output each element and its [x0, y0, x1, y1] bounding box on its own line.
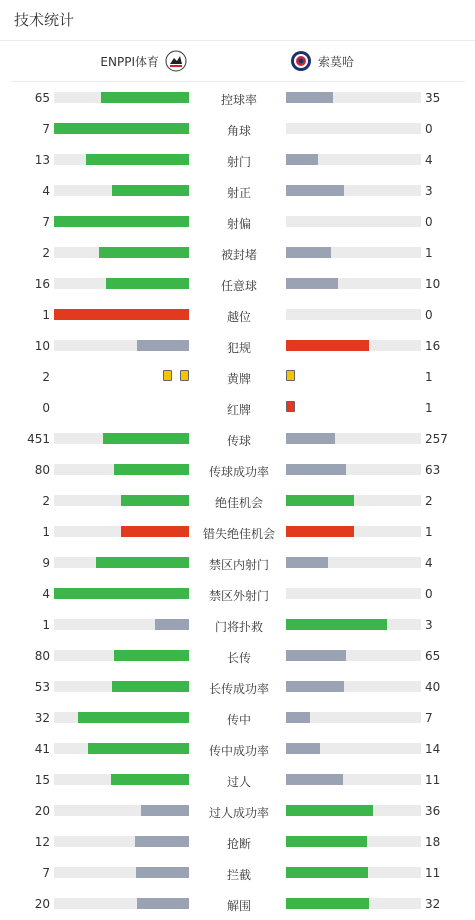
away-stat-bar — [286, 557, 421, 568]
home-stat-bar-fill — [103, 433, 189, 444]
away-stat-bar — [286, 526, 421, 537]
home-stat-bar — [54, 123, 189, 134]
home-stat-bar — [54, 247, 189, 258]
stat-row — [0, 83, 475, 114]
home-stat-bar — [54, 743, 189, 754]
away-stat-bar-fill — [286, 154, 318, 165]
home-stat-bar — [54, 650, 189, 661]
stat-row — [0, 796, 475, 827]
away-stat-bar-fill — [286, 774, 343, 785]
stat-row — [0, 331, 475, 362]
away-yellow-cards — [286, 370, 295, 382]
home-team-name: ENPPI体育 — [100, 54, 159, 69]
away-stat-bar-fill — [286, 495, 354, 506]
stat-name: 射门 — [226, 155, 251, 169]
home-stat-value: 2 — [42, 494, 50, 508]
away-stat-bar-fill — [286, 898, 369, 909]
home-stat-value: 451 — [27, 432, 50, 446]
away-stat-bar — [286, 495, 421, 506]
stat-name: 传中 — [226, 713, 251, 727]
away-stat-bar — [286, 123, 421, 134]
home-stat-bar — [54, 774, 189, 785]
home-stat-bar — [54, 526, 189, 537]
home-stat-value: 20 — [34, 804, 50, 818]
home-stat-value: 80 — [34, 463, 50, 477]
stat-row — [0, 765, 475, 796]
stat-name: 过人 — [226, 775, 251, 789]
home-stat-bar-fill — [112, 681, 189, 692]
stat-row — [0, 393, 475, 424]
away-stat-bar-fill — [286, 681, 344, 692]
home-stat-bar-fill — [101, 92, 189, 103]
away-stat-value: 32 — [425, 897, 441, 911]
away-stat-bar — [286, 743, 421, 754]
home-stat-bar-fill — [54, 123, 189, 134]
away-stat-value: 11 — [425, 866, 441, 880]
home-stat-bar-fill — [155, 619, 189, 630]
home-stat-bar-fill — [96, 557, 189, 568]
home-stat-bar-fill — [106, 278, 189, 289]
home-stat-bar-fill — [114, 650, 189, 661]
home-stat-bar — [54, 712, 189, 723]
away-stat-bar-fill — [286, 92, 333, 103]
home-stat-value: 53 — [34, 680, 50, 694]
away-team-name: 索莫哈 — [318, 54, 355, 69]
away-stat-bar — [286, 247, 421, 258]
stat-name: 射偏 — [226, 217, 251, 231]
stat-name: 犯规 — [226, 341, 251, 355]
away-stat-value: 7 — [425, 711, 433, 725]
stat-name: 射正 — [226, 186, 251, 200]
away-stat-value: 10 — [425, 277, 441, 291]
home-stat-value: 1 — [42, 308, 50, 322]
home-stat-bar-fill — [112, 185, 189, 196]
home-stat-value: 4 — [42, 587, 50, 601]
away-stat-bar-fill — [286, 712, 310, 723]
red-card-icon — [286, 401, 295, 412]
away-stat-bar — [286, 619, 421, 630]
stat-row — [0, 424, 475, 455]
away-stat-value: 1 — [425, 370, 433, 384]
home-stat-value: 32 — [34, 711, 50, 725]
stat-name: 拦截 — [226, 868, 251, 882]
stats-list — [0, 83, 475, 920]
away-stat-bar — [286, 92, 421, 103]
home-stat-bar-fill — [54, 216, 189, 227]
stat-name: 过人成功率 — [208, 806, 269, 820]
home-stat-value: 2 — [42, 246, 50, 260]
stat-name: 传中成功率 — [208, 744, 269, 758]
away-stat-value: 4 — [425, 153, 433, 167]
stat-name: 被封堵 — [220, 248, 257, 262]
stat-name: 错失绝佳机会 — [202, 527, 275, 541]
yellow-card-icon — [163, 370, 172, 381]
stat-row — [0, 300, 475, 331]
home-stat-bar-fill — [137, 340, 189, 351]
home-stat-bar — [54, 557, 189, 568]
home-stat-value: 15 — [34, 773, 50, 787]
home-stat-bar — [54, 588, 189, 599]
away-stat-bar-fill — [286, 805, 373, 816]
stat-row — [0, 672, 475, 703]
away-stat-bar-fill — [286, 743, 320, 754]
stat-name: 禁区外射门 — [208, 589, 269, 603]
stat-name: 禁区内射门 — [208, 558, 269, 572]
home-stat-bar — [54, 278, 189, 289]
home-stat-value: 80 — [34, 649, 50, 663]
stat-row — [0, 207, 475, 238]
stat-name: 控球率 — [220, 93, 257, 107]
away-stat-value: 35 — [425, 91, 441, 105]
stat-name: 解围 — [226, 899, 251, 913]
away-stat-value: 0 — [425, 587, 433, 601]
home-stat-bar-fill — [86, 154, 189, 165]
away-stat-value: 40 — [425, 680, 441, 694]
home-stat-value: 10 — [34, 339, 50, 353]
home-stat-value: 7 — [42, 215, 50, 229]
home-stat-bar-fill — [136, 867, 189, 878]
away-stat-bar — [286, 588, 421, 599]
home-stat-bar — [54, 92, 189, 103]
away-stat-bar — [286, 681, 421, 692]
home-stat-bar — [54, 619, 189, 630]
stat-name: 抢断 — [226, 837, 251, 851]
home-stat-value: 20 — [34, 897, 50, 911]
stat-row — [0, 641, 475, 672]
home-stat-value: 13 — [34, 153, 50, 167]
home-stat-value: 12 — [34, 835, 50, 849]
stat-row — [0, 269, 475, 300]
away-stat-bar-fill — [286, 340, 369, 351]
stat-row — [0, 548, 475, 579]
home-team-logo-icon — [165, 50, 187, 72]
stat-row — [0, 114, 475, 145]
home-stat-bar — [54, 464, 189, 475]
home-stat-value: 65 — [34, 91, 50, 105]
stat-row — [0, 703, 475, 734]
stat-name: 传球 — [226, 434, 251, 448]
away-stat-value: 1 — [425, 246, 433, 260]
away-stat-bar — [286, 898, 421, 909]
away-stat-value: 0 — [425, 308, 433, 322]
away-stat-bar — [286, 154, 421, 165]
home-stat-bar — [54, 867, 189, 878]
home-stat-bar-fill — [99, 247, 189, 258]
stat-row — [0, 517, 475, 548]
stat-row — [0, 176, 475, 207]
away-stat-bar-fill — [286, 557, 328, 568]
away-stat-value: 3 — [425, 618, 433, 632]
home-stat-bar-fill — [121, 495, 189, 506]
stat-row — [0, 362, 475, 393]
teams-header — [10, 41, 465, 82]
home-stat-bar-fill — [137, 898, 189, 909]
home-stat-value: 4 — [42, 184, 50, 198]
home-yellow-cards — [163, 370, 189, 382]
home-stat-value: 7 — [42, 122, 50, 136]
away-stat-value: 63 — [425, 463, 441, 477]
home-stat-bar — [54, 836, 189, 847]
home-stat-bar — [54, 185, 189, 196]
away-stat-bar-fill — [286, 836, 367, 847]
home-stat-bar-fill — [111, 774, 189, 785]
page-title: 技术统计 — [0, 0, 475, 41]
stat-row — [0, 889, 475, 920]
stat-name: 绝佳机会 — [214, 496, 263, 510]
stat-row — [0, 145, 475, 176]
away-stat-bar-fill — [286, 278, 338, 289]
home-stat-bar-fill — [54, 309, 189, 320]
stat-name: 长传 — [226, 651, 251, 665]
away-stat-bar-fill — [286, 650, 346, 661]
home-stat-bar — [54, 898, 189, 909]
away-stat-value: 65 — [425, 649, 441, 663]
away-stat-value: 1 — [425, 525, 433, 539]
away-stat-value: 16 — [425, 339, 441, 353]
away-stat-value: 0 — [425, 122, 433, 136]
away-stat-bar-fill — [286, 247, 331, 258]
away-stat-bar — [286, 774, 421, 785]
home-stat-bar-fill — [78, 712, 189, 723]
home-stat-bar — [54, 495, 189, 506]
away-team-logo-icon — [290, 50, 312, 72]
stat-row — [0, 238, 475, 269]
stat-name: 黄牌 — [226, 372, 251, 386]
home-stat-bar — [54, 216, 189, 227]
home-stat-value: 7 — [42, 866, 50, 880]
away-stat-value: 1 — [425, 401, 433, 415]
stat-row — [0, 579, 475, 610]
stat-row — [0, 455, 475, 486]
away-stat-bar — [286, 464, 421, 475]
home-stat-value: 16 — [34, 277, 50, 291]
home-stat-value: 0 — [42, 401, 50, 415]
away-stat-value: 11 — [425, 773, 441, 787]
home-stat-value: 1 — [42, 525, 50, 539]
stat-row — [0, 734, 475, 765]
stat-name: 传球成功率 — [208, 465, 269, 479]
home-stat-value: 41 — [34, 742, 50, 756]
away-stat-bar-fill — [286, 185, 344, 196]
stat-name: 门将扑救 — [214, 620, 263, 634]
home-stat-bar-fill — [135, 836, 189, 847]
home-stat-bar-fill — [88, 743, 189, 754]
home-stat-bar — [54, 433, 189, 444]
away-stat-bar — [286, 185, 421, 196]
away-stat-bar — [286, 836, 421, 847]
home-stat-bar-fill — [54, 588, 189, 599]
home-stat-value: 1 — [42, 618, 50, 632]
stat-row — [0, 827, 475, 858]
stat-name: 角球 — [226, 124, 251, 138]
home-stat-bar — [54, 154, 189, 165]
away-stat-value: 36 — [425, 804, 441, 818]
away-stat-value: 2 — [425, 494, 433, 508]
stat-name: 越位 — [226, 310, 251, 324]
away-stat-bar-fill — [286, 526, 354, 537]
away-team[interactable] — [290, 49, 354, 73]
away-stat-value: 18 — [425, 835, 441, 849]
away-stat-bar-fill — [286, 464, 346, 475]
home-stat-bar — [54, 309, 189, 320]
away-stat-bar — [286, 433, 421, 444]
home-stat-bar — [54, 340, 189, 351]
home-stat-bar-fill — [114, 464, 189, 475]
away-stat-bar — [286, 650, 421, 661]
home-stat-value: 2 — [42, 370, 50, 384]
away-stat-bar-fill — [286, 867, 368, 878]
away-stat-bar — [286, 805, 421, 816]
home-stat-bar-fill — [141, 805, 189, 816]
away-stat-bar — [286, 867, 421, 878]
home-stat-bar — [54, 681, 189, 692]
away-stat-bar — [286, 309, 421, 320]
away-stat-bar-fill — [286, 433, 335, 444]
away-stat-value: 3 — [425, 184, 433, 198]
away-stat-value: 4 — [425, 556, 433, 570]
away-stat-value: 257 — [425, 432, 448, 446]
home-stat-bar-fill — [121, 526, 189, 537]
stat-row — [0, 858, 475, 889]
away-stat-bar — [286, 278, 421, 289]
yellow-card-icon — [286, 370, 295, 381]
away-stat-value: 0 — [425, 215, 433, 229]
away-stat-bar — [286, 216, 421, 227]
home-team[interactable] — [100, 49, 187, 73]
stat-row — [0, 486, 475, 517]
away-red-cards — [286, 401, 295, 413]
stat-name: 任意球 — [220, 279, 257, 293]
away-stat-bar — [286, 712, 421, 723]
home-stat-bar — [54, 805, 189, 816]
away-stat-bar — [286, 340, 421, 351]
stat-row — [0, 610, 475, 641]
yellow-card-icon — [180, 370, 189, 381]
away-stat-value: 14 — [425, 742, 441, 756]
away-stat-bar-fill — [286, 619, 387, 630]
stat-name: 长传成功率 — [208, 682, 269, 696]
home-stat-value: 9 — [42, 556, 50, 570]
stat-name: 红牌 — [226, 403, 251, 417]
